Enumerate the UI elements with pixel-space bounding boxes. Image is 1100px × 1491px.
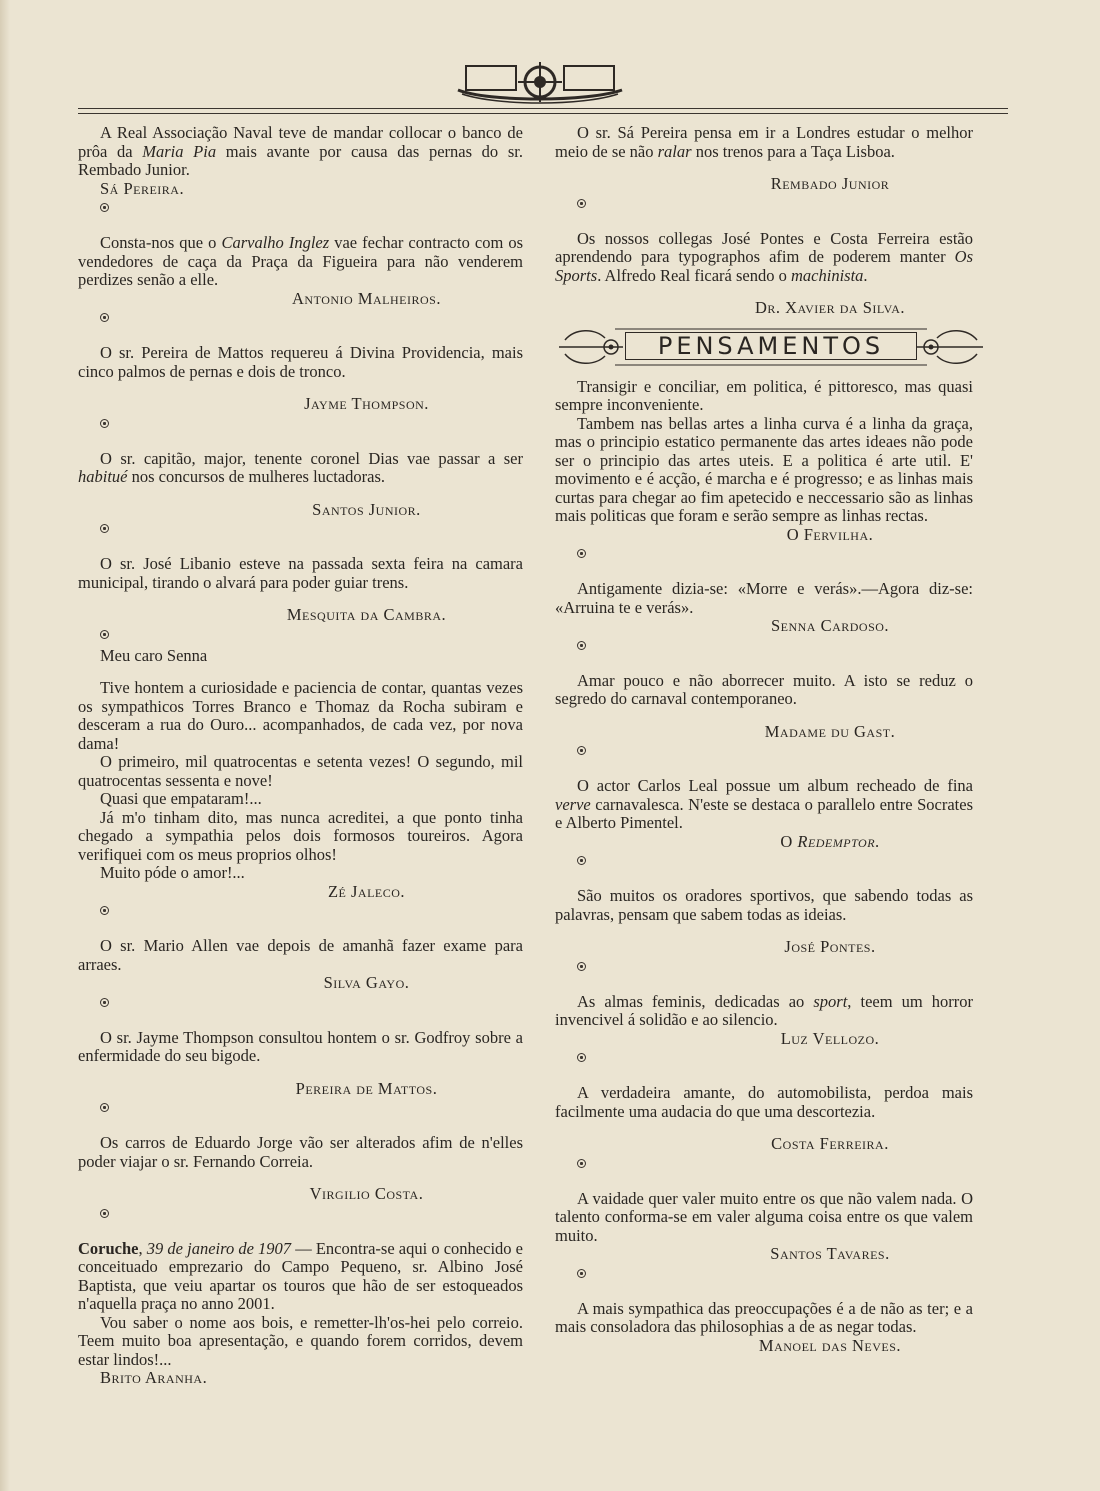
note-signature: Pereira de Mattos.	[295, 1078, 438, 1098]
ornament-icon	[555, 1048, 973, 1070]
note-text: O sr. Jayme Thompson consultou hontem o sr. Godfroy sobre a enfermidade do seu bigode.	[78, 1027, 523, 1065]
masthead-rule	[78, 108, 1008, 109]
letter-paragraph: Muito póde o amor!...	[100, 863, 245, 882]
note-signature: Jayme Thompson.	[304, 394, 429, 413]
thought-text: A verdadeira amante, do automobilista, perdoa mais facilmente uma audacia do que uma descortezia.	[555, 1083, 973, 1121]
ornament-icon	[555, 1264, 973, 1286]
ornament-icon	[555, 741, 973, 763]
note	[555, 124, 973, 194]
thought	[555, 1084, 973, 1154]
note	[78, 937, 523, 993]
note	[78, 1134, 523, 1204]
note-signature: Mesquita da Cambra.	[286, 605, 447, 624]
note-text: A Real Associação Naval teve de mandar collocar o banco de prôa da Maria Pia mais avante por causa das pernas do sr. Rembado Junior.	[78, 123, 523, 179]
thought	[555, 672, 973, 742]
thought-text: Tambem nas bellas artes a linha curva é a linha da graça, mas o principio estatico permanente das artes ideaes não pode ser o principio das artes uteis. E a politica é arte util. E' movimento e é acção, é marcha e é progresso; e as linhas mais curtas para chegar ao fim apetecido e neccessario são as linhas mais politicas que foram e serão sempre as linhas rectas.	[555, 413, 973, 525]
coruche-paragraph: Coruche, 39 de janeiro de 1907 — Encontra-se aqui o conhecido e conceituado emprezario do Campo Pequeno, sr. Albino José Baptista, que veiu apartar os touros que hão de ser estoqueados n'aquella praça no anno 2001.	[78, 1238, 524, 1313]
thought-signature: Madame du Gast.	[764, 721, 896, 741]
thought-text: Antigamente dizia-se: «Morre e verás».—Agora diz-se: «Arruina te e verás».	[555, 579, 973, 617]
ornament-icon	[78, 414, 523, 436]
note-signature: Virgilio Costa.	[309, 1184, 424, 1203]
ornament-icon	[555, 851, 973, 873]
thought	[555, 777, 973, 851]
note-text: O sr. José Libanio esteve na passada sexta feira na camara municipal, tirando o alvará para poder guiar trens.	[78, 554, 523, 592]
thought	[555, 1300, 973, 1356]
thought	[555, 1190, 973, 1264]
ornament-icon	[555, 957, 973, 979]
coruche-note	[78, 1240, 523, 1388]
page-edge	[0, 0, 10, 1491]
ornament-icon	[78, 901, 523, 923]
masthead-logo	[448, 56, 632, 108]
thought-signature: José Pontes.	[784, 937, 876, 956]
letter-salutation: Meu caro Senna	[100, 645, 208, 665]
letter-paragraph: Quasi que empataram!...	[100, 789, 262, 808]
thought-text: O actor Carlos Leal possue um album recheado de fina verve carnavalesca. N'este se destaca o parallelo entre Socrates e Alberto Pimentel.	[555, 776, 973, 832]
note	[78, 450, 523, 520]
thought-text: Transigir e conciliar, em politica, é pittoresco, mas quasi sempre inconveniente.	[555, 376, 973, 414]
thought-text: A mais sympathica das preoccupações é a de não as ter; e a mais consoladora das philosophias a de as negar todas.	[555, 1298, 973, 1336]
note	[78, 555, 523, 625]
ornament-icon	[78, 1204, 523, 1226]
note-text: O sr. capitão, major, tenente coronel Dias vae passar a ser habitué nos concursos de mulheres luctadoras.	[78, 448, 523, 486]
section-title: PENSAMENTOS	[625, 332, 917, 360]
ornament-icon	[555, 1154, 973, 1176]
note-text: Consta-nos que o Carvalho Inglez vae fechar contracto com os vendedores de caça da Praça da Figueira para não venderem perdizes senão a elle.	[78, 233, 523, 289]
letter	[78, 647, 523, 902]
thought-signature: O Fervilha.	[786, 524, 874, 544]
note-text: Os carros de Eduardo Jorge vão ser alterados afim de n'elles poder viajar o sr. Fernando Correia.	[78, 1133, 523, 1171]
note	[78, 344, 523, 414]
thought-signature: Manoel das Neves.	[758, 1335, 902, 1355]
note-text: O sr. Mario Allen vae depois de amanhã fazer exame para arraes.	[78, 936, 523, 974]
note-signature: Antonio Malheiros.	[292, 288, 441, 308]
note-text: O sr. Pereira de Mattos requereu á Divina Providencia, mais cinco palmos de pernas e dois de tronco.	[78, 343, 523, 381]
thought-text: São muitos os oradores sportivos, que sabendo todas as palavras, pensam que sabem todas as ideias.	[555, 886, 973, 924]
thought-text: Amar pouco e não aborrecer muito. A isto se reduz o segredo do carnaval contemporaneo.	[555, 670, 973, 708]
thought-signature: O Redemptor.	[780, 831, 880, 851]
note-signature: Dr. Xavier da Silva.	[754, 298, 906, 317]
ornament-icon	[78, 993, 523, 1015]
letter-paragraph: O primeiro, mil quatrocentas e setenta vezes! O segundo, mil quatrocentas sessenta e nove!	[78, 752, 523, 790]
letter-paragraph: Já m'o tinham dito, mas nunca acreditei, a que ponto tinha chegado a sympathia pelos dois formosos toureiros. Agora verifiquei com os meus proprios olhos!	[78, 807, 523, 864]
note	[78, 234, 523, 308]
note-signature: Sá Pereira.	[100, 178, 185, 198]
coruche-paragraph: Vou saber o nome aos bois, e remetter-lh'os-hei pelo correio. Teem muito boa apresentação, e quando forem corridos, devem estar lindos!...	[78, 1312, 523, 1369]
note-text: Os nossos collegas José Pontes e Costa Ferreira estão aprendendo para typographos afim de poderem manter Os Sports. Alfredo Real ficará sendo o machinista.	[555, 228, 973, 285]
left-column	[78, 124, 523, 1388]
thought-signature: Costa Ferreira.	[771, 1134, 889, 1153]
ornament-icon	[78, 625, 523, 647]
thought-signature: Senna Cardoso.	[770, 616, 890, 635]
masthead-rule	[78, 113, 1008, 114]
letter-signature: Zé Jaleco.	[327, 881, 406, 901]
thought-signature: Luz Vellozo.	[780, 1028, 880, 1048]
thought	[555, 887, 973, 957]
right-column	[555, 124, 973, 1355]
section-banner	[555, 324, 987, 370]
ornament-icon	[555, 194, 973, 216]
thought	[555, 378, 973, 545]
thought	[555, 580, 973, 636]
ornament-icon	[555, 544, 973, 566]
ornament-icon	[555, 636, 973, 658]
letter-paragraph: Tive hontem a curiosidade e paciencia de contar, quantas vezes os sympathicos Torres Branco e Thomaz da Rocha subiram e desceram a rua do Ouro... acompanhados, de cada vez, por nova dama!	[78, 678, 523, 753]
ornament-icon	[78, 198, 523, 220]
note-signature: Silva Gayo.	[323, 973, 410, 992]
thought-text: As almas feminis, dedicadas ao sport, teem um horror invencivel á solidão e ao silencio.	[555, 991, 973, 1029]
thought-text: A vaidade quer valer muito entre os que não valem nada. O talento conforma-se em valer alguma coisa entre os que valem muito.	[555, 1188, 973, 1245]
note-signature: Rembado Junior	[770, 174, 890, 193]
note	[555, 230, 973, 318]
logo-emblem-icon	[448, 56, 632, 108]
coruche-signature: Brito Aranha.	[100, 1368, 208, 1387]
note	[78, 1029, 523, 1099]
ornament-icon	[78, 519, 523, 541]
thought	[555, 993, 973, 1049]
note	[78, 124, 523, 198]
thought-signature: Santos Tavares.	[770, 1244, 890, 1263]
note-signature: Santos Junior.	[312, 499, 421, 519]
note-text: O sr. Sá Pereira pensa em ir a Londres estudar o melhor meio de se não ralar nos trenos para a Taça Lisboa.	[555, 123, 973, 161]
ornament-icon	[78, 308, 523, 330]
ornament-icon	[78, 1098, 523, 1120]
